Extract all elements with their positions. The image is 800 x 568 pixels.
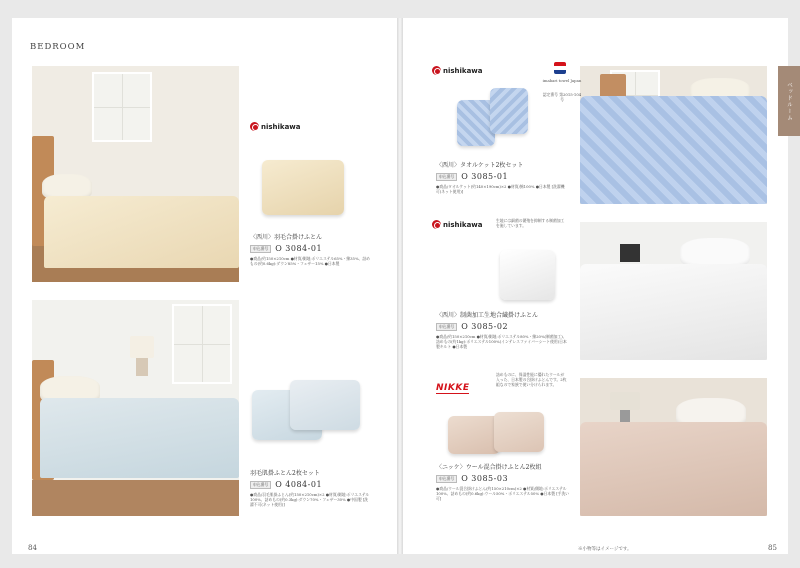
brand-name: nishikawa	[261, 122, 301, 131]
product-card-3[interactable]	[436, 160, 566, 194]
product-description: ●商品/約150×210cm ●材質/側地:ポリエステル65%・綿35%、詰めもの(約0.6kg):ダウン85%・フェザー15% ●日本製	[250, 256, 370, 266]
product-code: O 3084-01	[275, 244, 323, 253]
brand-logo-nishikawa-3	[432, 66, 483, 75]
code-row	[250, 244, 370, 253]
code-row	[436, 172, 566, 181]
lamp-shade	[130, 336, 154, 358]
photo-cream-quilt-bed	[32, 66, 239, 282]
blue-quilt	[40, 398, 239, 478]
book-spine	[397, 18, 403, 554]
brand-note: 詰めものに、保湿性能に優れたウールが入った、日本製の合掛けふとんです。2枚組なので家族で使い分けられます。	[496, 372, 567, 387]
code-row	[250, 480, 370, 489]
blue-damask-blanket	[580, 96, 767, 204]
category-tab[interactable]: ベッドルーム	[778, 66, 800, 136]
product-code: O 3085-03	[461, 474, 509, 483]
folded-quilt-product-4	[500, 250, 555, 300]
product-description: ●商品/タオルケット(約140×190cm)×2 ●材質/綿100% ●日本製 [洗濯機可(ネット使用)]	[436, 184, 565, 194]
code-label: 申込番号	[250, 245, 271, 253]
folded-quilt-product-5b	[494, 412, 544, 452]
footnote: ※小物等はイメージです。	[578, 547, 632, 552]
product-name: 〈西川〉タオルケット2枚セット	[436, 162, 524, 169]
brand-logo-nishikawa	[250, 122, 301, 131]
product-name: 〈ニッケ〉ウール混合掛けふとん2枚組	[436, 464, 542, 471]
nishikawa-logo-icon	[432, 66, 441, 75]
product-name: 〈西川〉羽毛合掛けふとん	[250, 234, 323, 241]
code-row	[436, 474, 570, 483]
imabari-certification	[542, 62, 582, 102]
brand-logo-nishikawa-4	[432, 220, 483, 229]
photo-pink-wool-quilt-bed	[580, 378, 767, 516]
section-title: BEDROOM	[30, 42, 86, 52]
folded-quilt-product-5a	[448, 416, 500, 454]
product-description: ●商品/約150×210cm ●材質/側地:ポリエステル80%・綿20%(制菌加工)、詰めもの(約1kg):ポリエステル100%(インテレスファイバーシート使用)日本製キルト ●日本製	[436, 334, 567, 349]
white-quilt	[580, 264, 767, 360]
product-card-1[interactable]	[250, 232, 370, 266]
code-label: 申込番号	[436, 323, 457, 331]
product-card-2[interactable]	[250, 468, 370, 507]
nishikawa-logo-icon	[250, 122, 259, 131]
folded-quilt-product-2b	[290, 380, 360, 430]
lamp-shade	[610, 392, 640, 410]
imabari-logo-icon	[554, 62, 566, 74]
clock	[620, 244, 640, 262]
window	[92, 72, 152, 142]
code-label: 申込番号	[250, 481, 271, 489]
brand-logo-nikke	[436, 375, 469, 394]
brand-name: nishikawa	[443, 220, 483, 229]
lamp	[136, 356, 148, 376]
product-code: O 3085-02	[461, 322, 509, 331]
cream-quilt	[44, 196, 239, 268]
product-card-4[interactable]	[436, 310, 568, 349]
folded-quilt-product-1	[262, 160, 344, 215]
page-number-left: 84	[28, 544, 37, 552]
nishikawa-logo-icon	[432, 220, 441, 229]
photo-blue-quilt-bed	[32, 300, 239, 516]
code-label: 申込番号	[436, 173, 457, 181]
product-code: O 4084-01	[275, 480, 323, 489]
page-number-right: 85	[768, 544, 777, 552]
folded-towel-product-3b	[490, 88, 528, 134]
brand-note: 生地には細菌の繁殖を抑制する制菌加工を施しています。	[496, 218, 565, 228]
floor	[32, 480, 239, 516]
product-description: ●商品/羽毛肌掛ふとん(約150×210cm)×2 ●材質/側地:ポリエステル100%、詰めもの(約0.3kg):ダウン70%・フェザー30% ●中国製 [洗濯不可(ネット使用)]	[250, 492, 370, 507]
photo-blue-towel-blanket-bed	[580, 66, 767, 204]
nikke-logo: NIKKE	[436, 383, 470, 393]
product-card-5[interactable]	[436, 462, 570, 501]
code-row	[436, 322, 568, 331]
brand-name: nishikawa	[443, 66, 483, 75]
code-label: 申込番号	[436, 475, 457, 483]
window	[172, 304, 232, 384]
product-name: 〈西川〉制菌加工生地合繊掛けふとん	[436, 312, 539, 319]
imabari-cert-number: 認定番号 第2015-104号	[542, 92, 582, 102]
product-name: 羽毛肌掛ふとん2枚セット	[250, 470, 320, 477]
imabari-label: imabari towel Japan	[542, 78, 582, 83]
product-description: ●商品/ウール混合掛けふとん(約150×210cm)×2 ●材質/側地:ポリエステル100%、詰めもの(約0.6kg):ウール50%・ポリエステル50% ●日本製 [手洗い可]	[436, 486, 570, 501]
product-code: O 3085-01	[461, 172, 509, 181]
pink-wool-quilt	[580, 422, 767, 516]
photo-white-quilt-bed	[580, 222, 767, 360]
